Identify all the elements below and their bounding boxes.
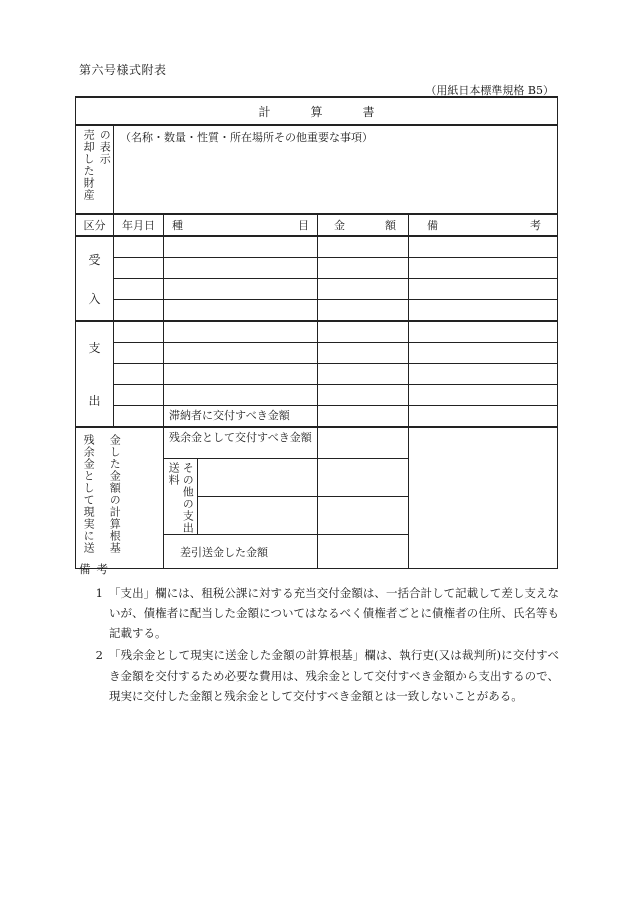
date-cell	[114, 385, 164, 406]
amount-cell	[318, 385, 409, 406]
table-row	[76, 385, 558, 406]
sold-property-description-cell	[114, 125, 558, 214]
table-row	[76, 258, 558, 279]
payments-label-top: 支	[88, 341, 101, 355]
table-row	[76, 279, 558, 300]
paper-size-note: （用紙日本標準規格 B5）	[425, 84, 554, 97]
amount-cell	[318, 321, 409, 343]
remainder-deliver-label-cell	[164, 427, 318, 459]
notes-title: 備考	[79, 562, 114, 576]
item-cell	[164, 236, 318, 258]
delinquent-amount-label-cell	[164, 406, 318, 428]
item-cell	[198, 459, 318, 497]
remarks-cell	[409, 385, 558, 406]
item-cell	[164, 385, 318, 406]
item-cell	[164, 343, 318, 364]
header-amount-left: 金	[334, 219, 345, 232]
amount-cell	[318, 258, 409, 279]
table-row	[76, 236, 558, 258]
remainder-basis-label-col1: 残余金として現実に送	[82, 434, 96, 554]
net-remittance-label: 差引送金した金額	[180, 545, 268, 559]
date-cell	[114, 279, 164, 300]
delinquent-row	[76, 406, 558, 428]
payments-label	[76, 321, 114, 427]
table-row	[76, 300, 558, 322]
receipts-label	[76, 236, 114, 321]
note-item	[79, 583, 559, 643]
remarks-cell	[409, 364, 558, 385]
header-kubun: 区分	[76, 214, 114, 236]
table-row	[76, 321, 558, 343]
remarks-cell	[409, 279, 558, 300]
table-title-cell	[76, 97, 558, 125]
remarks-cell	[409, 236, 558, 258]
header-amount-right: 額	[385, 219, 396, 232]
amount-cell	[318, 236, 409, 258]
note-text: 「残余金として現実に送金した金額の計算根基」欄は、執行吏(又は裁判所)に交付すべき金額を交付するため必要な費用は、残余金として交付すべき金額から支出するので、現実に交付した金額と残余金として交付すべき金額とは一致しないことがある。	[109, 648, 559, 703]
header-item-left: 種	[172, 219, 183, 232]
note-number: 1	[95, 586, 103, 600]
remarks-cell	[409, 406, 558, 428]
remarks-cell	[409, 343, 558, 364]
amount-cell	[318, 497, 409, 535]
date-cell	[114, 258, 164, 279]
item-cell	[164, 279, 318, 300]
date-cell	[114, 321, 164, 343]
calculation-table	[75, 96, 558, 569]
remarks-cell	[409, 258, 558, 279]
item-cell	[164, 321, 318, 343]
item-cell	[198, 497, 318, 535]
note-item	[79, 645, 559, 705]
header-item-right: 目	[298, 219, 309, 232]
item-cell	[164, 300, 318, 322]
sold-property-label-col2: の表示	[98, 129, 112, 165]
payments-label-bottom: 出	[88, 394, 101, 408]
remittance-label-col1: 送料	[167, 462, 181, 486]
note-text: 「支出」欄には、租税公課に対する充当交付金額は、一括合計して記載して差し支えないが、債権者に配当した金額についてはなるべく債権者ごとに債権者の住所、氏名等も記載する。	[109, 586, 559, 641]
header-remarks	[409, 214, 558, 236]
note-number: 2	[95, 648, 103, 663]
remittance-label	[164, 459, 198, 535]
table-row	[76, 364, 558, 385]
sold-property-label-col1: 売却した財産	[82, 129, 96, 201]
table-row	[76, 343, 558, 364]
date-cell	[114, 300, 164, 322]
receipts-label-bottom: 入	[88, 291, 101, 306]
header-amount	[318, 214, 409, 236]
remarks-cell	[409, 300, 558, 322]
delinquent-amount-label: 滞納者に交付すべき金額	[169, 409, 290, 423]
item-cell	[164, 364, 318, 385]
remittance-label-col2: その他の支出	[181, 462, 195, 534]
amount-cell	[318, 279, 409, 300]
date-cell	[114, 364, 164, 385]
amount-cell	[318, 364, 409, 385]
amount-cell	[318, 427, 409, 459]
remainder-basis-label	[76, 427, 164, 569]
amount-cell	[318, 406, 409, 428]
notes-section	[79, 561, 559, 708]
amount-cell	[318, 300, 409, 322]
sold-property-description: （名称・数量・性質・所在場所その他重要な事項）	[120, 131, 373, 144]
remainder-basis-label-col2: 金した金額の計算根基	[108, 434, 122, 554]
date-cell	[114, 236, 164, 258]
amount-cell	[318, 459, 409, 497]
date-cell	[114, 343, 164, 364]
date-cell	[114, 406, 164, 428]
remainder-row	[76, 427, 558, 459]
sold-property-label	[76, 125, 114, 214]
remainder-deliver-label: 残余金として交付すべき金額	[169, 431, 312, 444]
remarks-cell	[409, 321, 558, 343]
header-remarks-right: 考	[530, 219, 542, 232]
header-item	[164, 214, 318, 236]
header-date: 年月日	[114, 214, 164, 236]
header-row	[76, 214, 558, 236]
receipts-label-top: 受	[88, 252, 101, 267]
header-remarks-left: 備	[427, 219, 438, 232]
amount-cell	[318, 343, 409, 364]
form-label: 第六号様式附表	[79, 63, 167, 77]
item-cell	[164, 258, 318, 279]
table-title: 計算書	[258, 104, 415, 119]
remarks-cell	[409, 427, 558, 569]
